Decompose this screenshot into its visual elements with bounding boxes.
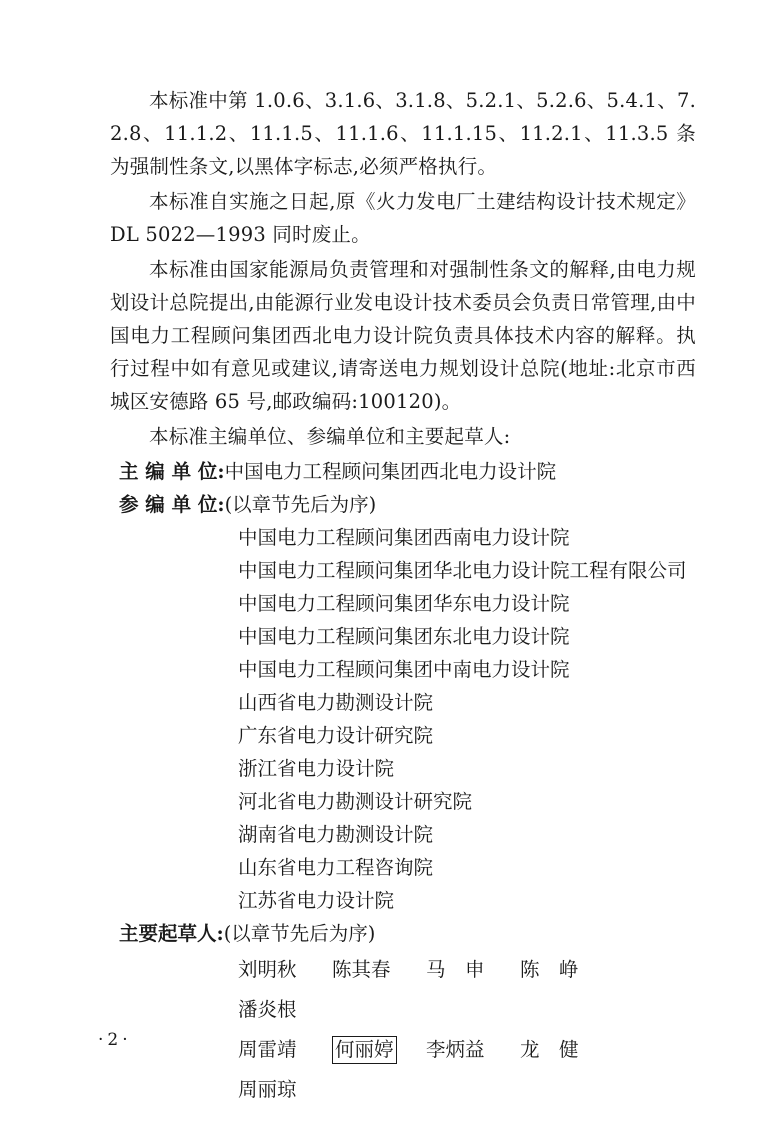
participant-unit-item: 广东省电力设计研究院 xyxy=(238,724,434,747)
drafter-name: 周雷靖 xyxy=(238,1038,297,1061)
participant-unit-item: 中国电力工程顾问集团中南电力设计院 xyxy=(238,658,570,681)
participant-unit-item: 湖南省电力勘测设计院 xyxy=(238,823,434,846)
participant-units-label: 参 编 单 位: xyxy=(119,493,225,516)
drafter-name: 潘炎根 xyxy=(238,998,297,1021)
drafter-name-highlighted: 何丽婷 xyxy=(332,1036,397,1064)
drafters-label: 主要起草人: xyxy=(119,922,224,945)
page-footer xyxy=(98,1030,130,1051)
participant-unit-item: 江苏省电力设计院 xyxy=(238,889,395,912)
drafter-name: 马 申 xyxy=(426,958,485,981)
paragraph-mandatory-clauses: 本标准中第 1.0.6、3.1.6、3.1.8、5.2.1、5.2.6、5.4.1、7.2.8、11.1.2、11.1.5、11.1.6、11.1.15、11.2.1、11.3.5 条为强制性条文,以黑体字标志,必须严格执行。 xyxy=(110,89,696,178)
drafter-name: 陈 峥 xyxy=(520,958,579,981)
drafters-note: (以章节先后为序) xyxy=(223,922,376,945)
drafter-name: 李炳益 xyxy=(426,1038,485,1061)
paragraph-administration: 本标准由国家能源局负责管理和对强制性条文的解释,由电力规划设计总院提出,由能源行业发电设计技术委员会负责日常管理,由中国电力工程顾问集团西北电力设计院负责具体技术内容的解释。执行过程中如有意见或建议,请寄送电力规划设计总院(地址:北京市西城区安德路 65 号,邮政编码:100120)。 xyxy=(110,258,696,413)
drafters-row-2 xyxy=(110,1030,696,1110)
footer-dot-right: · xyxy=(122,1030,130,1050)
paragraph-units-intro: 本标准主编单位、参编单位和主要起草人: xyxy=(149,425,511,448)
participant-unit-item: 河北省电力勘测设计研究院 xyxy=(238,790,473,813)
drafter-name: 龙 健 xyxy=(520,1038,579,1061)
paragraph-repeal-notice: 本标准自实施之日起,原《火力发电厂土建结构设计技术规定》DL 5022—1993 同时废止。 xyxy=(110,190,696,246)
chief-editor-label: 主 编 单 位: xyxy=(119,460,225,483)
participant-unit-item: 中国电力工程顾问集团华东电力设计院 xyxy=(238,592,570,615)
participant-unit-item: 中国电力工程顾问集团东北电力设计院 xyxy=(238,625,570,648)
participant-unit-item: 中国电力工程顾问集团华北电力设计院工程有限公司 xyxy=(238,559,687,582)
participant-unit-item: 山西省电力勘测设计院 xyxy=(238,691,434,714)
participant-units-line xyxy=(110,488,696,521)
drafters-line xyxy=(110,917,696,950)
page-number: 2 xyxy=(107,1029,121,1050)
chief-editor-value: 中国电力工程顾问集团西北电力设计院 xyxy=(224,460,557,483)
participant-unit-item: 浙江省电力设计院 xyxy=(238,757,395,780)
drafter-name: 刘明秋 xyxy=(238,958,297,981)
drafter-name: 陈其春 xyxy=(332,958,391,981)
chief-editor-line xyxy=(110,455,696,488)
participant-units-note: (以章节先后为序) xyxy=(224,493,377,516)
drafter-name: 周丽琼 xyxy=(238,1078,297,1101)
drafters-row-1 xyxy=(110,950,696,1030)
participant-unit-item: 山东省电力工程咨询院 xyxy=(238,856,434,879)
participant-unit-item: 中国电力工程顾问集团西南电力设计院 xyxy=(238,526,570,549)
footer-dot-left: · xyxy=(98,1030,106,1050)
